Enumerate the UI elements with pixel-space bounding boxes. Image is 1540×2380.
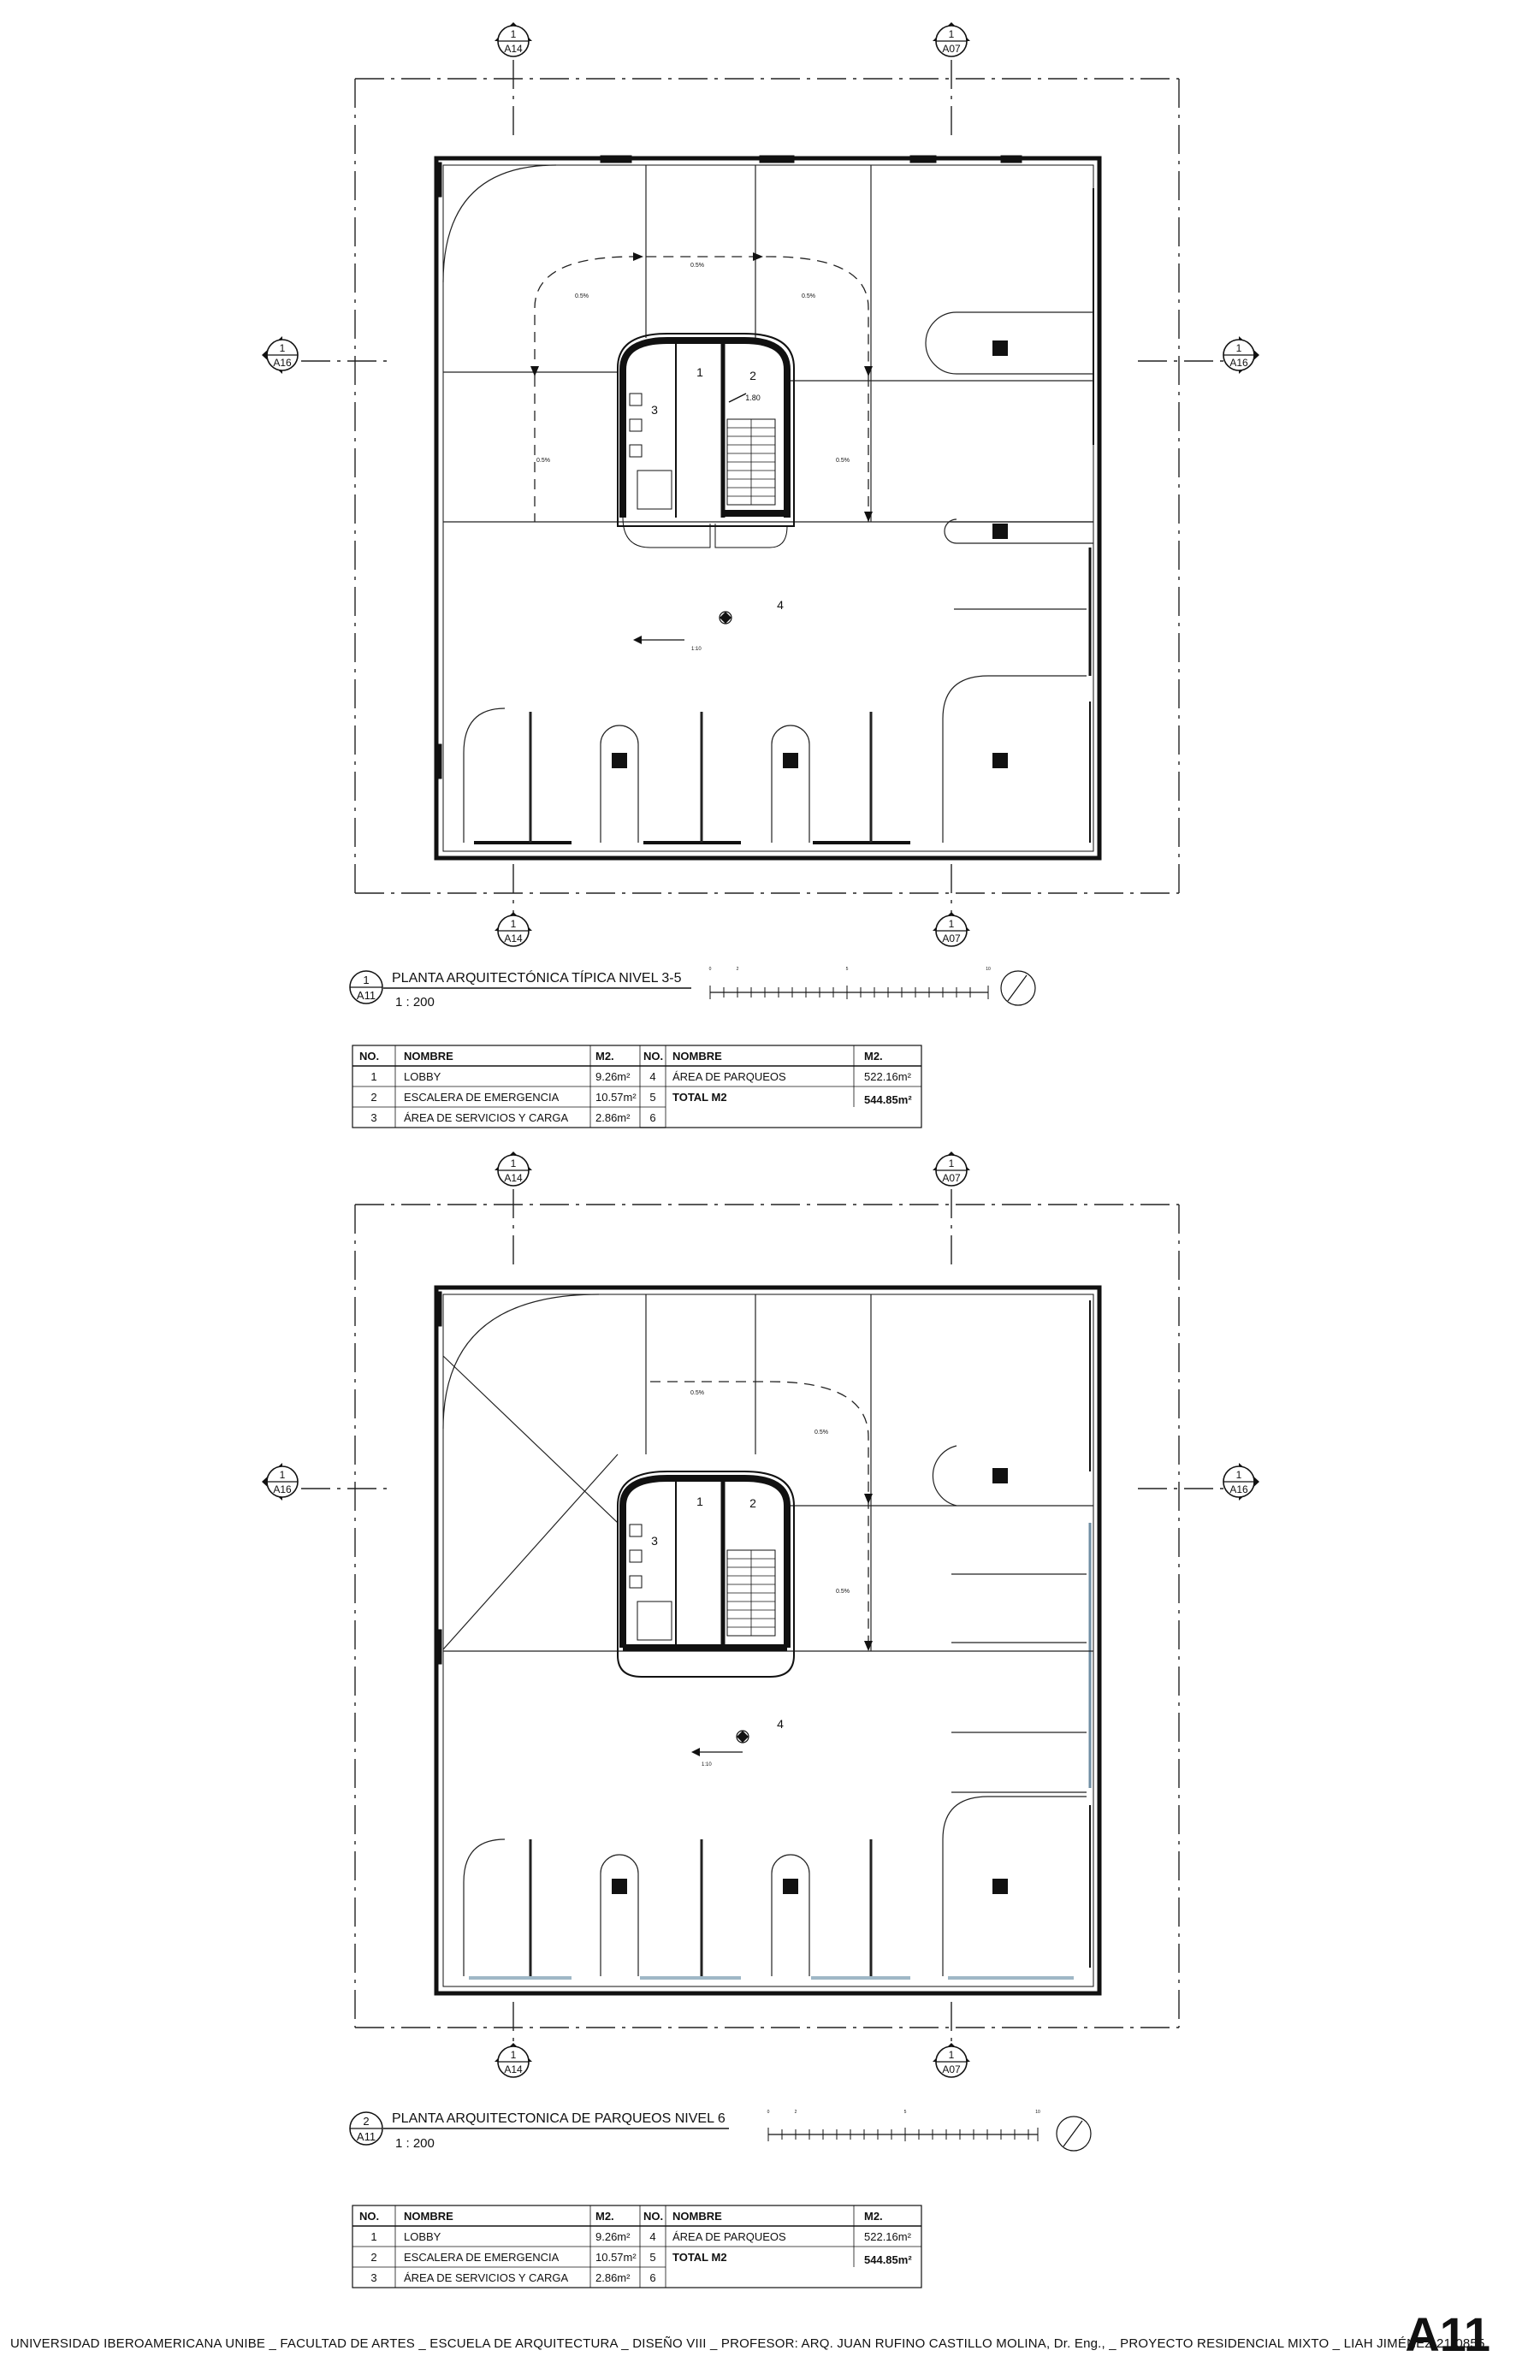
svg-text:0: 0: [708, 967, 712, 972]
svg-text:TOTAL M2: TOTAL M2: [672, 1091, 727, 1104]
svg-text:3: 3: [370, 1111, 377, 1124]
view-title-1: [350, 969, 691, 1009]
area-table-1: [352, 1045, 921, 1128]
svg-text:LOBBY: LOBBY: [404, 1070, 441, 1083]
marker-number: 1: [510, 28, 517, 40]
marker-number: 1: [510, 918, 517, 930]
svg-text:10.57m²: 10.57m²: [595, 1091, 637, 1104]
view-number-bubble: [350, 2112, 382, 2145]
svg-text:0.5%: 0.5%: [802, 293, 815, 299]
marker-number: 1: [1235, 1469, 1242, 1481]
table-row: [370, 2251, 912, 2266]
section-marker-top-right[interactable]: [933, 22, 970, 56]
svg-text:0.5%: 0.5%: [690, 1390, 704, 1396]
marker-sheet: A07: [942, 43, 961, 55]
room-4-label: 4: [777, 598, 784, 612]
level-marker: [691, 1731, 749, 1767]
svg-text:0.5%: 0.5%: [814, 1430, 828, 1436]
area-table-2: [352, 2205, 921, 2288]
section-marker-left[interactable]: [262, 1463, 298, 1501]
svg-text:4: 4: [649, 1070, 656, 1083]
svg-text:LOBBY: LOBBY: [404, 2230, 441, 2243]
plan-title: PLANTA ARQUITECTONICA DE PARQUEOS NIVEL 6: [392, 2111, 726, 2126]
svg-text:5: 5: [649, 1091, 656, 1104]
svg-text:NO.: NO.: [359, 2210, 380, 2223]
marker-number: 1: [510, 2049, 517, 2061]
svg-text:2: 2: [363, 2115, 370, 2128]
svg-text:6: 6: [649, 1111, 656, 1124]
svg-text:TOTAL M2: TOTAL M2: [672, 2251, 727, 2264]
table-row: [370, 1070, 911, 1083]
marker-number: 1: [948, 1157, 955, 1169]
svg-text:M2.: M2.: [864, 1050, 883, 1063]
marker-sheet: A16: [273, 357, 292, 369]
marker-sheet: A07: [942, 932, 961, 944]
marker-sheet: A07: [942, 1172, 961, 1184]
marker-sheet: A07: [942, 2063, 961, 2075]
north-arrow-icon: [1001, 971, 1035, 1005]
svg-text:2: 2: [370, 1091, 377, 1104]
svg-text:M2.: M2.: [595, 1050, 614, 1063]
section-marker-bottom-left[interactable]: [495, 2043, 532, 2077]
section-marker-bottom-right[interactable]: [933, 912, 970, 946]
marker-sheet: A14: [504, 932, 523, 944]
room-2-label: 2: [749, 369, 756, 382]
marker-sheet: A14: [504, 2063, 523, 2075]
svg-text:522.16m²: 522.16m²: [864, 1070, 911, 1083]
marker-number: 1: [279, 342, 286, 354]
room-4-label: 4: [777, 1717, 784, 1731]
marker-sheet: A16: [273, 1483, 292, 1495]
svg-text:3: 3: [370, 2271, 377, 2284]
section-marker-top-right[interactable]: [933, 1152, 970, 1186]
svg-text:522.16m²: 522.16m²: [864, 2230, 911, 2243]
svg-text:NO.: NO.: [643, 2210, 664, 2223]
marker-number: 1: [948, 918, 955, 930]
section-marker-right[interactable]: [1223, 336, 1259, 374]
marker-number: 1: [279, 1469, 286, 1481]
room-3-label: 3: [651, 403, 658, 417]
sheet-footer: UNIVERSIDAD IBEROAMERICANA UNIBE _ FACULTAD DE ARTES _ ESCUELA DE ARQUITECTURA _ DISEÑO VIII _ PROFESOR: ARQ. JUAN RUFINO CASTILLO MOLINA, Dr. Eng., _ PROYECTO RESIDENCIAL MIXTO _ LIAH JIMÉNEZ 21-0855: [10, 2336, 1485, 2351]
room-2-label: 2: [749, 1496, 756, 1510]
svg-text:A11: A11: [356, 989, 376, 1002]
svg-text:M2.: M2.: [864, 2210, 883, 2223]
room-1-label: 1: [696, 365, 703, 379]
table-row: [370, 1091, 912, 1106]
table-row: [370, 2271, 655, 2284]
room-3-label: 3: [651, 1534, 658, 1548]
view-number-bubble: [350, 971, 382, 1004]
svg-text:1:10: 1:10: [702, 1762, 712, 1767]
level-marker: [633, 612, 732, 652]
building-outline: [435, 156, 1099, 858]
svg-text:4: 4: [649, 2230, 656, 2243]
svg-text:2.86m²: 2.86m²: [595, 2271, 631, 2284]
room-numbers: [651, 365, 784, 612]
floor-lines: [443, 165, 1093, 843]
svg-text:544.85m²: 544.85m²: [864, 2253, 912, 2266]
columns: [612, 1468, 1008, 1894]
svg-text:NOMBRE: NOMBRE: [672, 2210, 722, 2223]
scale-bar-2: [767, 2110, 1091, 2151]
svg-text:ÁREA DE PARQUEOS: ÁREA DE PARQUEOS: [672, 1070, 786, 1083]
section-marker-top-left[interactable]: [495, 1152, 532, 1186]
svg-text:ESCALERA DE EMERGENCIA: ESCALERA DE EMERGENCIA: [404, 1091, 560, 1104]
svg-text:0.5%: 0.5%: [536, 458, 550, 464]
slope-labels: [536, 263, 850, 464]
svg-text:A11: A11: [356, 2130, 376, 2143]
slope-labels: [690, 1390, 850, 1595]
room-numbers: [651, 1495, 784, 1731]
svg-text:10: 10: [1035, 2110, 1040, 2115]
svg-text:0.5%: 0.5%: [836, 458, 850, 464]
plan-title: PLANTA ARQUITECTÓNICA TÍPICA NIVEL 3-5: [392, 971, 682, 986]
svg-text:1: 1: [370, 2230, 377, 2243]
section-marker-bottom-right[interactable]: [933, 2043, 970, 2077]
plan-scale: 1 : 200: [395, 995, 435, 1009]
marker-sheet: A14: [504, 43, 523, 55]
svg-text:9.26m²: 9.26m²: [595, 1070, 631, 1083]
marker-sheet: A14: [504, 1172, 523, 1184]
svg-text:2: 2: [370, 2251, 377, 2264]
svg-text:NO.: NO.: [643, 1050, 664, 1063]
table-row: [370, 2230, 911, 2243]
svg-text:2: 2: [736, 967, 739, 972]
svg-text:ÁREA DE SERVICIOS Y CARGA: ÁREA DE SERVICIOS Y CARGA: [404, 2271, 569, 2284]
svg-text:1:10: 1:10: [691, 647, 702, 652]
svg-text:ESCALERA DE EMERGENCIA: ESCALERA DE EMERGENCIA: [404, 2251, 560, 2264]
marker-sheet: A16: [1229, 1483, 1248, 1495]
north-arrow-icon: [1057, 2117, 1091, 2151]
svg-text:5: 5: [903, 2110, 907, 2115]
svg-text:1: 1: [363, 974, 370, 986]
section-marker-left[interactable]: [262, 336, 298, 374]
marker-number: 1: [1235, 342, 1242, 354]
columns: [612, 340, 1008, 768]
svg-text:9.26m²: 9.26m²: [595, 2230, 631, 2243]
svg-text:5: 5: [649, 2251, 656, 2264]
svg-text:10.57m²: 10.57m²: [595, 2251, 637, 2264]
svg-text:2.86m²: 2.86m²: [595, 1111, 631, 1124]
svg-text:5: 5: [845, 967, 849, 972]
sheet-number: A11: [1405, 2307, 1490, 2361]
svg-text:0.5%: 0.5%: [575, 293, 589, 299]
scale-bar-1: [709, 967, 1035, 1005]
svg-text:ÁREA DE PARQUEOS: ÁREA DE PARQUEOS: [672, 2230, 786, 2243]
section-marker-top-left[interactable]: [495, 22, 532, 56]
svg-text:0.5%: 0.5%: [836, 1589, 850, 1595]
view-title-2: [350, 2111, 729, 2151]
plan-typical-level-3-5: [262, 22, 1259, 946]
svg-text:6: 6: [649, 2271, 656, 2284]
svg-text:M2.: M2.: [595, 2210, 614, 2223]
table-row: [370, 1111, 655, 1124]
marker-number: 1: [948, 28, 955, 40]
svg-text:544.85m²: 544.85m²: [864, 1093, 912, 1106]
svg-text:NOMBRE: NOMBRE: [404, 2210, 453, 2223]
stair-dimension: 1.80: [745, 394, 761, 402]
section-marker-bottom-left[interactable]: [495, 912, 532, 946]
room-1-label: 1: [696, 1495, 703, 1508]
plan-parking-level-6: [262, 1152, 1259, 2077]
marker-sheet: A16: [1229, 357, 1248, 369]
svg-text:2: 2: [794, 2110, 797, 2115]
ramp-dashes: [650, 1382, 868, 1651]
marker-number: 1: [948, 2049, 955, 2061]
section-marker-right[interactable]: [1223, 1463, 1259, 1501]
marker-number: 1: [510, 1157, 517, 1169]
building-core: [618, 1471, 794, 1677]
svg-text:NOMBRE: NOMBRE: [404, 1050, 453, 1063]
svg-text:NO.: NO.: [359, 1050, 380, 1063]
svg-text:0.5%: 0.5%: [690, 263, 704, 269]
svg-text:10: 10: [986, 967, 991, 972]
svg-text:NOMBRE: NOMBRE: [672, 1050, 722, 1063]
svg-text:ÁREA DE SERVICIOS Y CARGA: ÁREA DE SERVICIOS Y CARGA: [404, 1111, 569, 1124]
svg-text:0: 0: [767, 2110, 770, 2115]
plan-scale: 1 : 200: [395, 2136, 435, 2151]
svg-text:1: 1: [370, 1070, 377, 1083]
building-core: [618, 334, 794, 548]
